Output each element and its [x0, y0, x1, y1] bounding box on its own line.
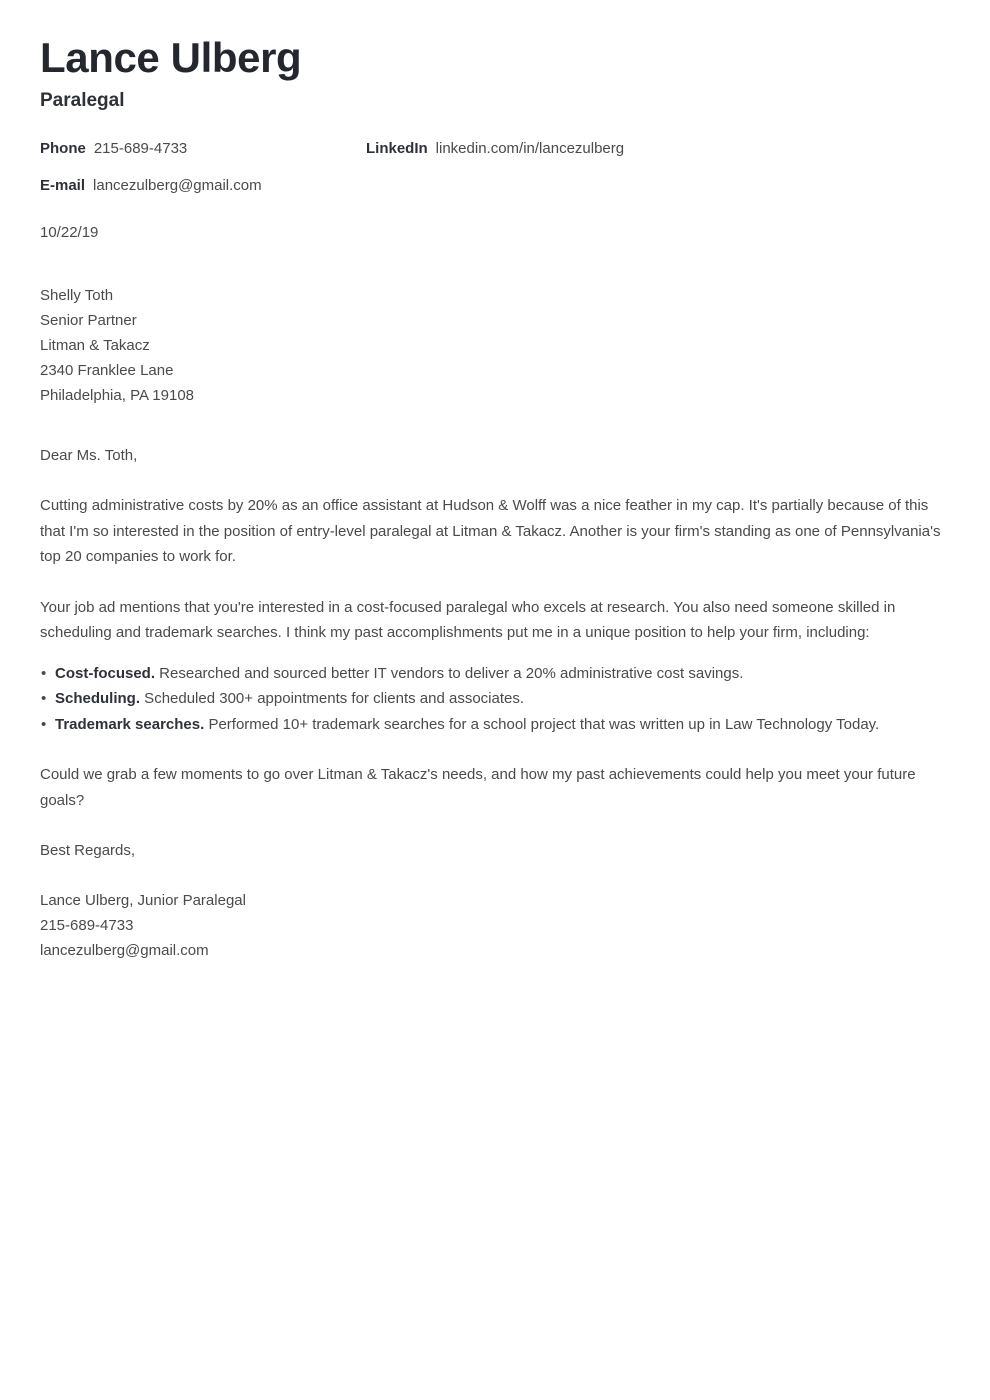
- linkedin-label: LinkedIn: [366, 139, 428, 157]
- bullet-body-text: Researched and sourced better IT vendors to deliver a 20% administrative cost savings.: [155, 664, 744, 682]
- contact-row-secondary: [40, 176, 950, 196]
- recipient-street: 2340 Franklee Lane: [40, 362, 174, 380]
- list-item: [40, 712, 950, 738]
- salutation: Dear Ms. Toth,: [40, 447, 138, 465]
- body-paragraph-2: Your job ad mentions that you're interested in a cost-focused paralegal who excels at research. You also need someone skilled in scheduling and trademark searches. I think my past accomplishments put me in a unique position to help your firm, including:: [40, 598, 896, 642]
- phone-label: Phone: [40, 139, 86, 157]
- bullet-lead-label: Trademark searches.: [55, 715, 205, 733]
- email-value[interactable]: lancezulberg@gmail.com: [93, 177, 262, 195]
- recipient-company: Litman & Takacz: [40, 337, 150, 355]
- signature-block: [40, 888, 950, 963]
- bullet-lead-label: Cost-focused.: [55, 664, 156, 682]
- phone-field: [40, 139, 366, 159]
- recipient-city-state-zip: Philadelphia, PA 19108: [40, 387, 195, 405]
- linkedin-value[interactable]: linkedin.com/in/lancezulberg: [435, 139, 625, 157]
- recipient-name: Shelly Toth: [40, 287, 114, 305]
- contact-row-primary: [40, 139, 950, 159]
- phone-value: 215-689-4733: [93, 139, 188, 157]
- bullet-lead-label: Scheduling.: [55, 690, 141, 708]
- list-item: [40, 686, 950, 712]
- recipient-address-block: [40, 283, 950, 408]
- linkedin-field: [366, 139, 624, 159]
- list-item: [40, 661, 950, 687]
- recipient-title: Senior Partner: [40, 312, 137, 330]
- closing-salutation: Best Regards,: [40, 842, 136, 860]
- letter-date: 10/22/19: [40, 223, 99, 241]
- signature-name-title: Lance Ulberg, Junior Paralegal: [40, 892, 246, 910]
- bullet-body-text: Performed 10+ trademark searches for a school project that was written up in Law Technology Today.: [204, 715, 880, 733]
- email-field: [40, 176, 366, 196]
- contact-details: [40, 139, 950, 196]
- body-paragraph-1: Cutting administrative costs by 20% as an office assistant at Hudson & Wolff was a nice feather in my cap. It's partially because of this that I'm so interested in the position of entry-level paralegal at Litman & Takacz. Another is your firm's standing as one of Pennsylvania's top 20 companies to work for.: [40, 497, 941, 566]
- applicant-job-title: Paralegal: [40, 90, 125, 112]
- bullet-body-text: Scheduled 300+ appointments for clients and associates.: [140, 690, 525, 708]
- achievements-list: [40, 661, 950, 738]
- email-label: E-mail: [40, 177, 86, 195]
- signature-phone: 215-689-4733: [40, 917, 134, 935]
- applicant-name: Lance Ulberg: [40, 34, 302, 81]
- body-paragraph-3: Could we grab a few moments to go over Litman & Takacz's needs, and how my past achievements could help you meet your future goals?: [40, 766, 916, 809]
- signature-email[interactable]: lancezulberg@gmail.com: [40, 942, 209, 960]
- letter-header: [40, 0, 950, 113]
